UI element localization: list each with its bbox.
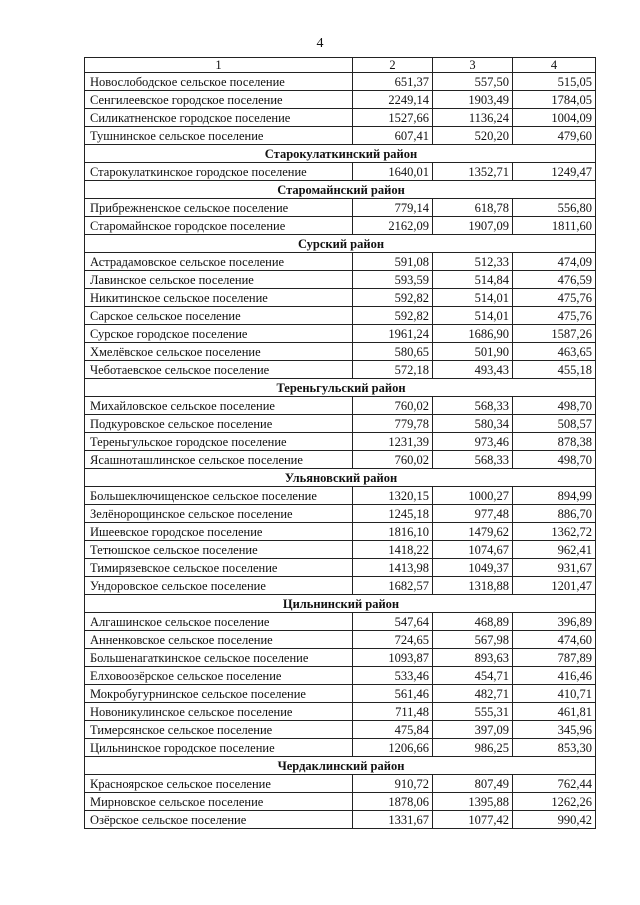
district-header-row — [85, 595, 596, 613]
value-col-4: 475,76 — [513, 307, 596, 325]
value-col-4: 894,99 — [513, 487, 596, 505]
table-row — [85, 433, 596, 451]
value-col-3: 1000,27 — [433, 487, 513, 505]
value-col-4: 1811,60 — [513, 217, 596, 235]
value-col-4: 463,65 — [513, 343, 596, 361]
column-number-3: 3 — [433, 58, 513, 73]
value-col-2: 591,08 — [353, 253, 433, 271]
value-col-4: 1201,47 — [513, 577, 596, 595]
settlement-name: Мирновское сельское поселение — [85, 793, 353, 811]
table-row — [85, 109, 596, 127]
value-col-4: 416,46 — [513, 667, 596, 685]
value-col-2: 561,46 — [353, 685, 433, 703]
table-row — [85, 361, 596, 379]
table-row — [85, 325, 596, 343]
table-row — [85, 127, 596, 145]
value-col-2: 1320,15 — [353, 487, 433, 505]
value-col-2: 547,64 — [353, 613, 433, 631]
settlement-name: Прибрежненское сельское поселение — [85, 199, 353, 217]
value-col-2: 580,65 — [353, 343, 433, 361]
district-name: Цильнинский район — [85, 595, 596, 613]
settlement-name: Сенгилеевское городское поселение — [85, 91, 353, 109]
column-number-row — [85, 58, 596, 73]
value-col-4: 886,70 — [513, 505, 596, 523]
settlement-name: Тушнинское сельское поселение — [85, 127, 353, 145]
settlement-name: Ишеевское городское поселение — [85, 523, 353, 541]
value-col-2: 711,48 — [353, 703, 433, 721]
value-col-3: 482,71 — [433, 685, 513, 703]
settlement-name: Астрадамовское сельское поселение — [85, 253, 353, 271]
value-col-3: 514,84 — [433, 271, 513, 289]
table-row — [85, 73, 596, 91]
value-col-2: 651,37 — [353, 73, 433, 91]
table-row — [85, 505, 596, 523]
table-row — [85, 451, 596, 469]
district-name: Тереньгульский район — [85, 379, 596, 397]
value-col-4: 479,60 — [513, 127, 596, 145]
value-col-4: 474,60 — [513, 631, 596, 649]
value-col-4: 1587,26 — [513, 325, 596, 343]
value-col-2: 1640,01 — [353, 163, 433, 181]
value-col-2: 1093,87 — [353, 649, 433, 667]
value-col-4: 474,09 — [513, 253, 596, 271]
value-col-3: 986,25 — [433, 739, 513, 757]
value-col-3: 568,33 — [433, 397, 513, 415]
settlement-name: Ундоровское сельское поселение — [85, 577, 353, 595]
value-col-4: 1004,09 — [513, 109, 596, 127]
table-row — [85, 559, 596, 577]
value-col-2: 593,59 — [353, 271, 433, 289]
settlement-name: Мокробугурнинское сельское поселение — [85, 685, 353, 703]
page-number: 4 — [316, 36, 324, 51]
value-col-2: 1961,24 — [353, 325, 433, 343]
table-row — [85, 199, 596, 217]
district-header-row — [85, 379, 596, 397]
value-col-2: 760,02 — [353, 397, 433, 415]
table-row — [85, 289, 596, 307]
settlement-name: Ясашноташлинское сельское поселение — [85, 451, 353, 469]
value-col-4: 1362,72 — [513, 523, 596, 541]
district-header-row — [85, 469, 596, 487]
value-col-3: 580,34 — [433, 415, 513, 433]
value-col-3: 568,33 — [433, 451, 513, 469]
value-col-4: 787,89 — [513, 649, 596, 667]
district-name: Старомайнский район — [85, 181, 596, 199]
table-row — [85, 253, 596, 271]
value-col-4: 931,67 — [513, 559, 596, 577]
settlement-name: Озёрское сельское поселение — [85, 811, 353, 829]
value-col-4: 475,76 — [513, 289, 596, 307]
value-col-4: 878,38 — [513, 433, 596, 451]
settlement-name: Алгашинское сельское поселение — [85, 613, 353, 631]
value-col-3: 493,43 — [433, 361, 513, 379]
value-col-2: 779,14 — [353, 199, 433, 217]
settlement-name: Тетюшское сельское поселение — [85, 541, 353, 559]
table-row — [85, 649, 596, 667]
value-col-2: 1527,66 — [353, 109, 433, 127]
value-col-3: 1479,62 — [433, 523, 513, 541]
value-col-3: 1074,67 — [433, 541, 513, 559]
settlement-name: Сарское сельское поселение — [85, 307, 353, 325]
value-col-4: 962,41 — [513, 541, 596, 559]
district-name: Чердаклинский район — [85, 757, 596, 775]
value-col-2: 572,18 — [353, 361, 433, 379]
value-col-3: 1077,42 — [433, 811, 513, 829]
value-col-2: 1816,10 — [353, 523, 433, 541]
settlement-name: Красноярское сельское поселение — [85, 775, 353, 793]
value-col-3: 514,01 — [433, 289, 513, 307]
value-col-4: 508,57 — [513, 415, 596, 433]
value-col-3: 520,20 — [433, 127, 513, 145]
settlement-name: Тереньгульское городское поселение — [85, 433, 353, 451]
value-col-4: 476,59 — [513, 271, 596, 289]
settlement-name: Новоникулинское сельское поселение — [85, 703, 353, 721]
value-col-3: 512,33 — [433, 253, 513, 271]
value-col-3: 501,90 — [433, 343, 513, 361]
value-col-4: 345,96 — [513, 721, 596, 739]
table-row — [85, 541, 596, 559]
value-col-4: 455,18 — [513, 361, 596, 379]
settlement-name: Старокулаткинское городское поселение — [85, 163, 353, 181]
column-number-1: 1 — [85, 58, 353, 73]
table-row — [85, 577, 596, 595]
value-col-3: 454,71 — [433, 667, 513, 685]
table-row — [85, 91, 596, 109]
value-col-3: 514,01 — [433, 307, 513, 325]
value-col-4: 1784,05 — [513, 91, 596, 109]
column-number-2: 2 — [353, 58, 433, 73]
value-col-2: 2249,14 — [353, 91, 433, 109]
value-col-3: 555,31 — [433, 703, 513, 721]
value-col-2: 1231,39 — [353, 433, 433, 451]
table-row — [85, 667, 596, 685]
value-col-4: 515,05 — [513, 73, 596, 91]
value-col-2: 1878,06 — [353, 793, 433, 811]
table-row — [85, 343, 596, 361]
value-col-2: 1682,57 — [353, 577, 433, 595]
table-row — [85, 397, 596, 415]
district-header-row — [85, 145, 596, 163]
settlement-name: Михайловское сельское поселение — [85, 397, 353, 415]
settlement-name: Большеключищенское сельское поселение — [85, 487, 353, 505]
value-col-4: 990,42 — [513, 811, 596, 829]
value-col-2: 1206,66 — [353, 739, 433, 757]
value-col-3: 1686,90 — [433, 325, 513, 343]
value-col-2: 592,82 — [353, 307, 433, 325]
value-col-2: 760,02 — [353, 451, 433, 469]
value-col-3: 567,98 — [433, 631, 513, 649]
district-header-row — [85, 181, 596, 199]
value-col-4: 396,89 — [513, 613, 596, 631]
table-row — [85, 775, 596, 793]
value-col-3: 1049,37 — [433, 559, 513, 577]
settlement-name: Старомайнское городское поселение — [85, 217, 353, 235]
district-header-row — [85, 235, 596, 253]
value-col-3: 397,09 — [433, 721, 513, 739]
value-col-2: 1413,98 — [353, 559, 433, 577]
value-col-2: 607,41 — [353, 127, 433, 145]
value-col-4: 410,71 — [513, 685, 596, 703]
value-col-3: 468,89 — [433, 613, 513, 631]
settlement-name: Хмелёвское сельское поселение — [85, 343, 353, 361]
value-col-2: 475,84 — [353, 721, 433, 739]
settlement-name: Чеботаевское сельское поселение — [85, 361, 353, 379]
value-col-3: 1907,09 — [433, 217, 513, 235]
table-row — [85, 487, 596, 505]
table-row — [85, 217, 596, 235]
table-row — [85, 613, 596, 631]
value-col-3: 1136,24 — [433, 109, 513, 127]
table-row — [85, 793, 596, 811]
value-col-4: 461,81 — [513, 703, 596, 721]
settlement-name: Анненковское сельское поселение — [85, 631, 353, 649]
value-col-2: 779,78 — [353, 415, 433, 433]
settlement-name: Никитинское сельское поселение — [85, 289, 353, 307]
table-row — [85, 703, 596, 721]
value-col-3: 1395,88 — [433, 793, 513, 811]
table-row — [85, 811, 596, 829]
value-col-2: 2162,09 — [353, 217, 433, 235]
column-number-4: 4 — [513, 58, 596, 73]
table-row — [85, 631, 596, 649]
table-row — [85, 685, 596, 703]
settlement-name: Сурское городское поселение — [85, 325, 353, 343]
settlement-name: Зелёнорощинское сельское поселение — [85, 505, 353, 523]
value-col-3: 977,48 — [433, 505, 513, 523]
value-col-4: 762,44 — [513, 775, 596, 793]
settlement-name: Тимерсянское сельское поселение — [85, 721, 353, 739]
settlement-name: Лавинское сельское поселение — [85, 271, 353, 289]
district-header-row — [85, 757, 596, 775]
settlement-name: Большенагаткинское сельское поселение — [85, 649, 353, 667]
district-name: Ульяновский район — [85, 469, 596, 487]
value-col-3: 618,78 — [433, 199, 513, 217]
value-col-3: 1352,71 — [433, 163, 513, 181]
value-col-4: 498,70 — [513, 397, 596, 415]
value-col-4: 498,70 — [513, 451, 596, 469]
settlement-name: Тимирязевское сельское поселение — [85, 559, 353, 577]
value-col-4: 1249,47 — [513, 163, 596, 181]
value-col-2: 1331,67 — [353, 811, 433, 829]
value-col-4: 556,80 — [513, 199, 596, 217]
table-body — [85, 58, 596, 829]
value-col-3: 1318,88 — [433, 577, 513, 595]
table-row — [85, 523, 596, 541]
settlement-name: Елховоозёрское сельское поселение — [85, 667, 353, 685]
settlements-table — [84, 57, 596, 829]
value-col-2: 533,46 — [353, 667, 433, 685]
table-row — [85, 163, 596, 181]
settlement-name: Силикатненское городское поселение — [85, 109, 353, 127]
value-col-3: 557,50 — [433, 73, 513, 91]
value-col-2: 1245,18 — [353, 505, 433, 523]
value-col-4: 1262,26 — [513, 793, 596, 811]
value-col-3: 807,49 — [433, 775, 513, 793]
table-row — [85, 721, 596, 739]
table-row — [85, 739, 596, 757]
table-row — [85, 307, 596, 325]
value-col-2: 1418,22 — [353, 541, 433, 559]
value-col-2: 592,82 — [353, 289, 433, 307]
value-col-4: 853,30 — [513, 739, 596, 757]
value-col-2: 724,65 — [353, 631, 433, 649]
value-col-3: 1903,49 — [433, 91, 513, 109]
settlement-name: Новослободское сельское поселение — [85, 73, 353, 91]
table-row — [85, 271, 596, 289]
district-name: Старокулаткинский район — [85, 145, 596, 163]
settlement-name: Подкуровское сельское поселение — [85, 415, 353, 433]
settlement-name: Цильнинское городское поселение — [85, 739, 353, 757]
district-name: Сурский район — [85, 235, 596, 253]
table-row — [85, 415, 596, 433]
value-col-3: 973,46 — [433, 433, 513, 451]
value-col-3: 893,63 — [433, 649, 513, 667]
value-col-2: 910,72 — [353, 775, 433, 793]
